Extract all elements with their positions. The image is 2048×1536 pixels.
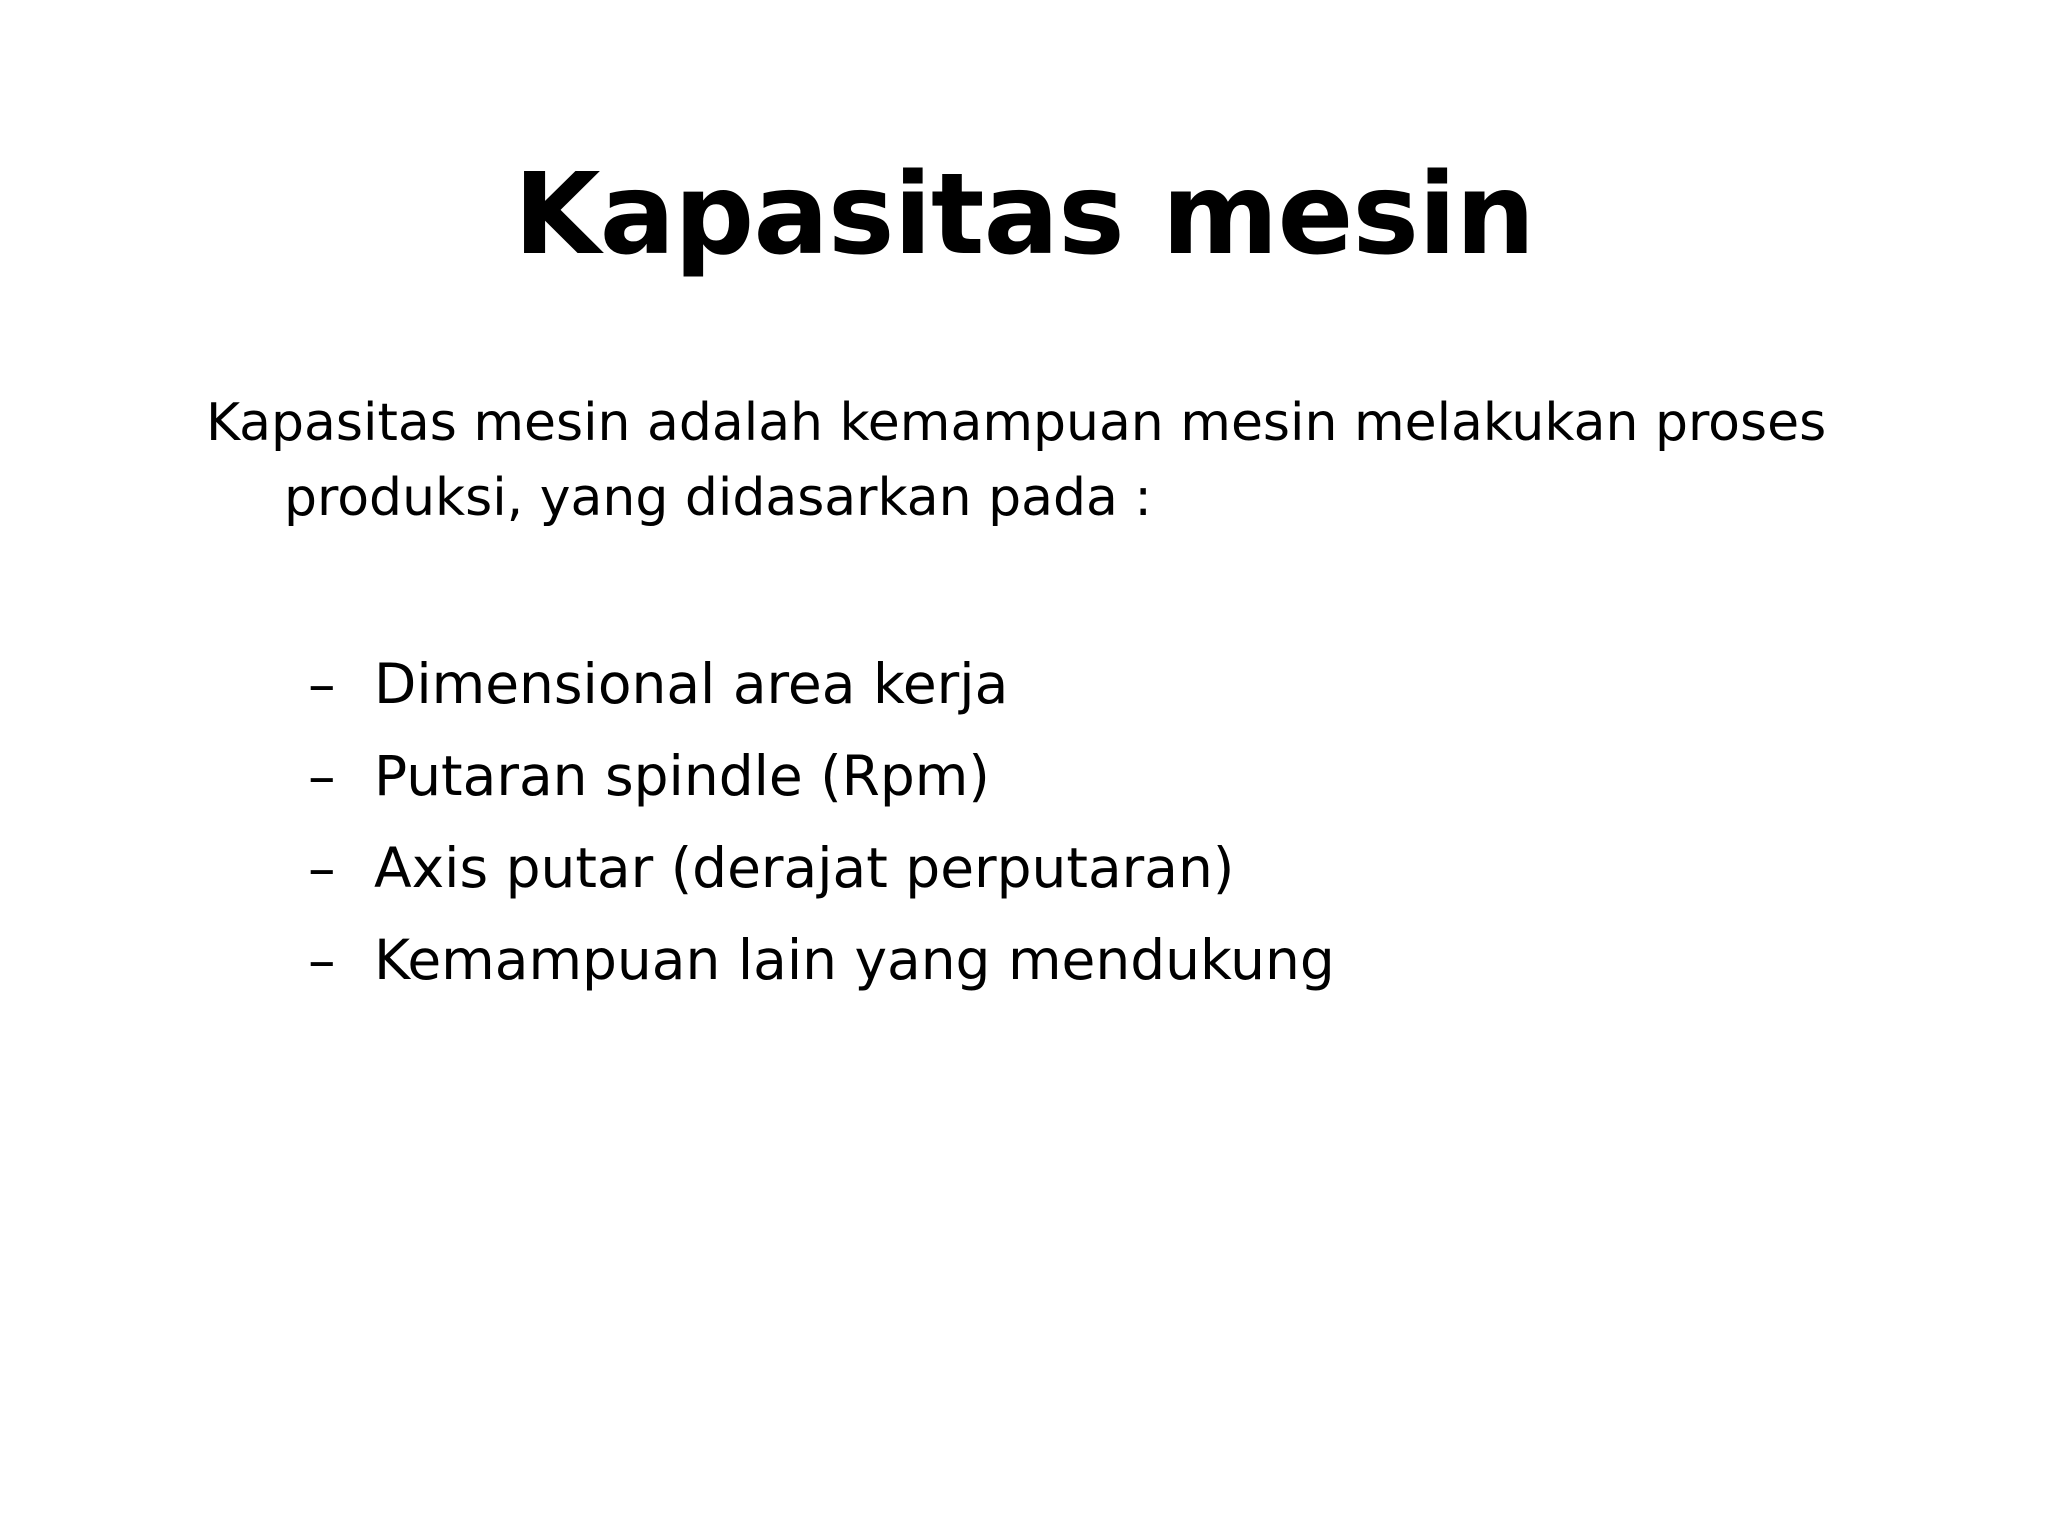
bullet-list (206, 638, 1846, 1006)
dash-bullet-icon: – (308, 928, 336, 992)
dash-bullet-icon: – (308, 652, 336, 716)
list-item-text: Axis putar (derajat perputaran) (374, 836, 1235, 900)
dash-bullet-icon: – (308, 836, 336, 900)
list-item-text: Kemampuan lain yang mendukung (374, 928, 1335, 992)
list-item (206, 638, 1846, 730)
dash-bullet-icon: – (308, 744, 336, 808)
slide-title: Kapasitas mesin (513, 150, 1535, 280)
list-item (206, 914, 1846, 1006)
list-item-text: Dimensional area kerja (374, 652, 1009, 716)
list-item (206, 730, 1846, 822)
slide-body (206, 386, 1846, 1006)
list-item-text: Putaran spindle (Rpm) (374, 744, 990, 808)
intro-paragraph: Kapasitas mesin adalah kemampuan mesin melakukan proses produksi, yang didasarkan pada : (206, 393, 1827, 528)
list-item (206, 822, 1846, 914)
